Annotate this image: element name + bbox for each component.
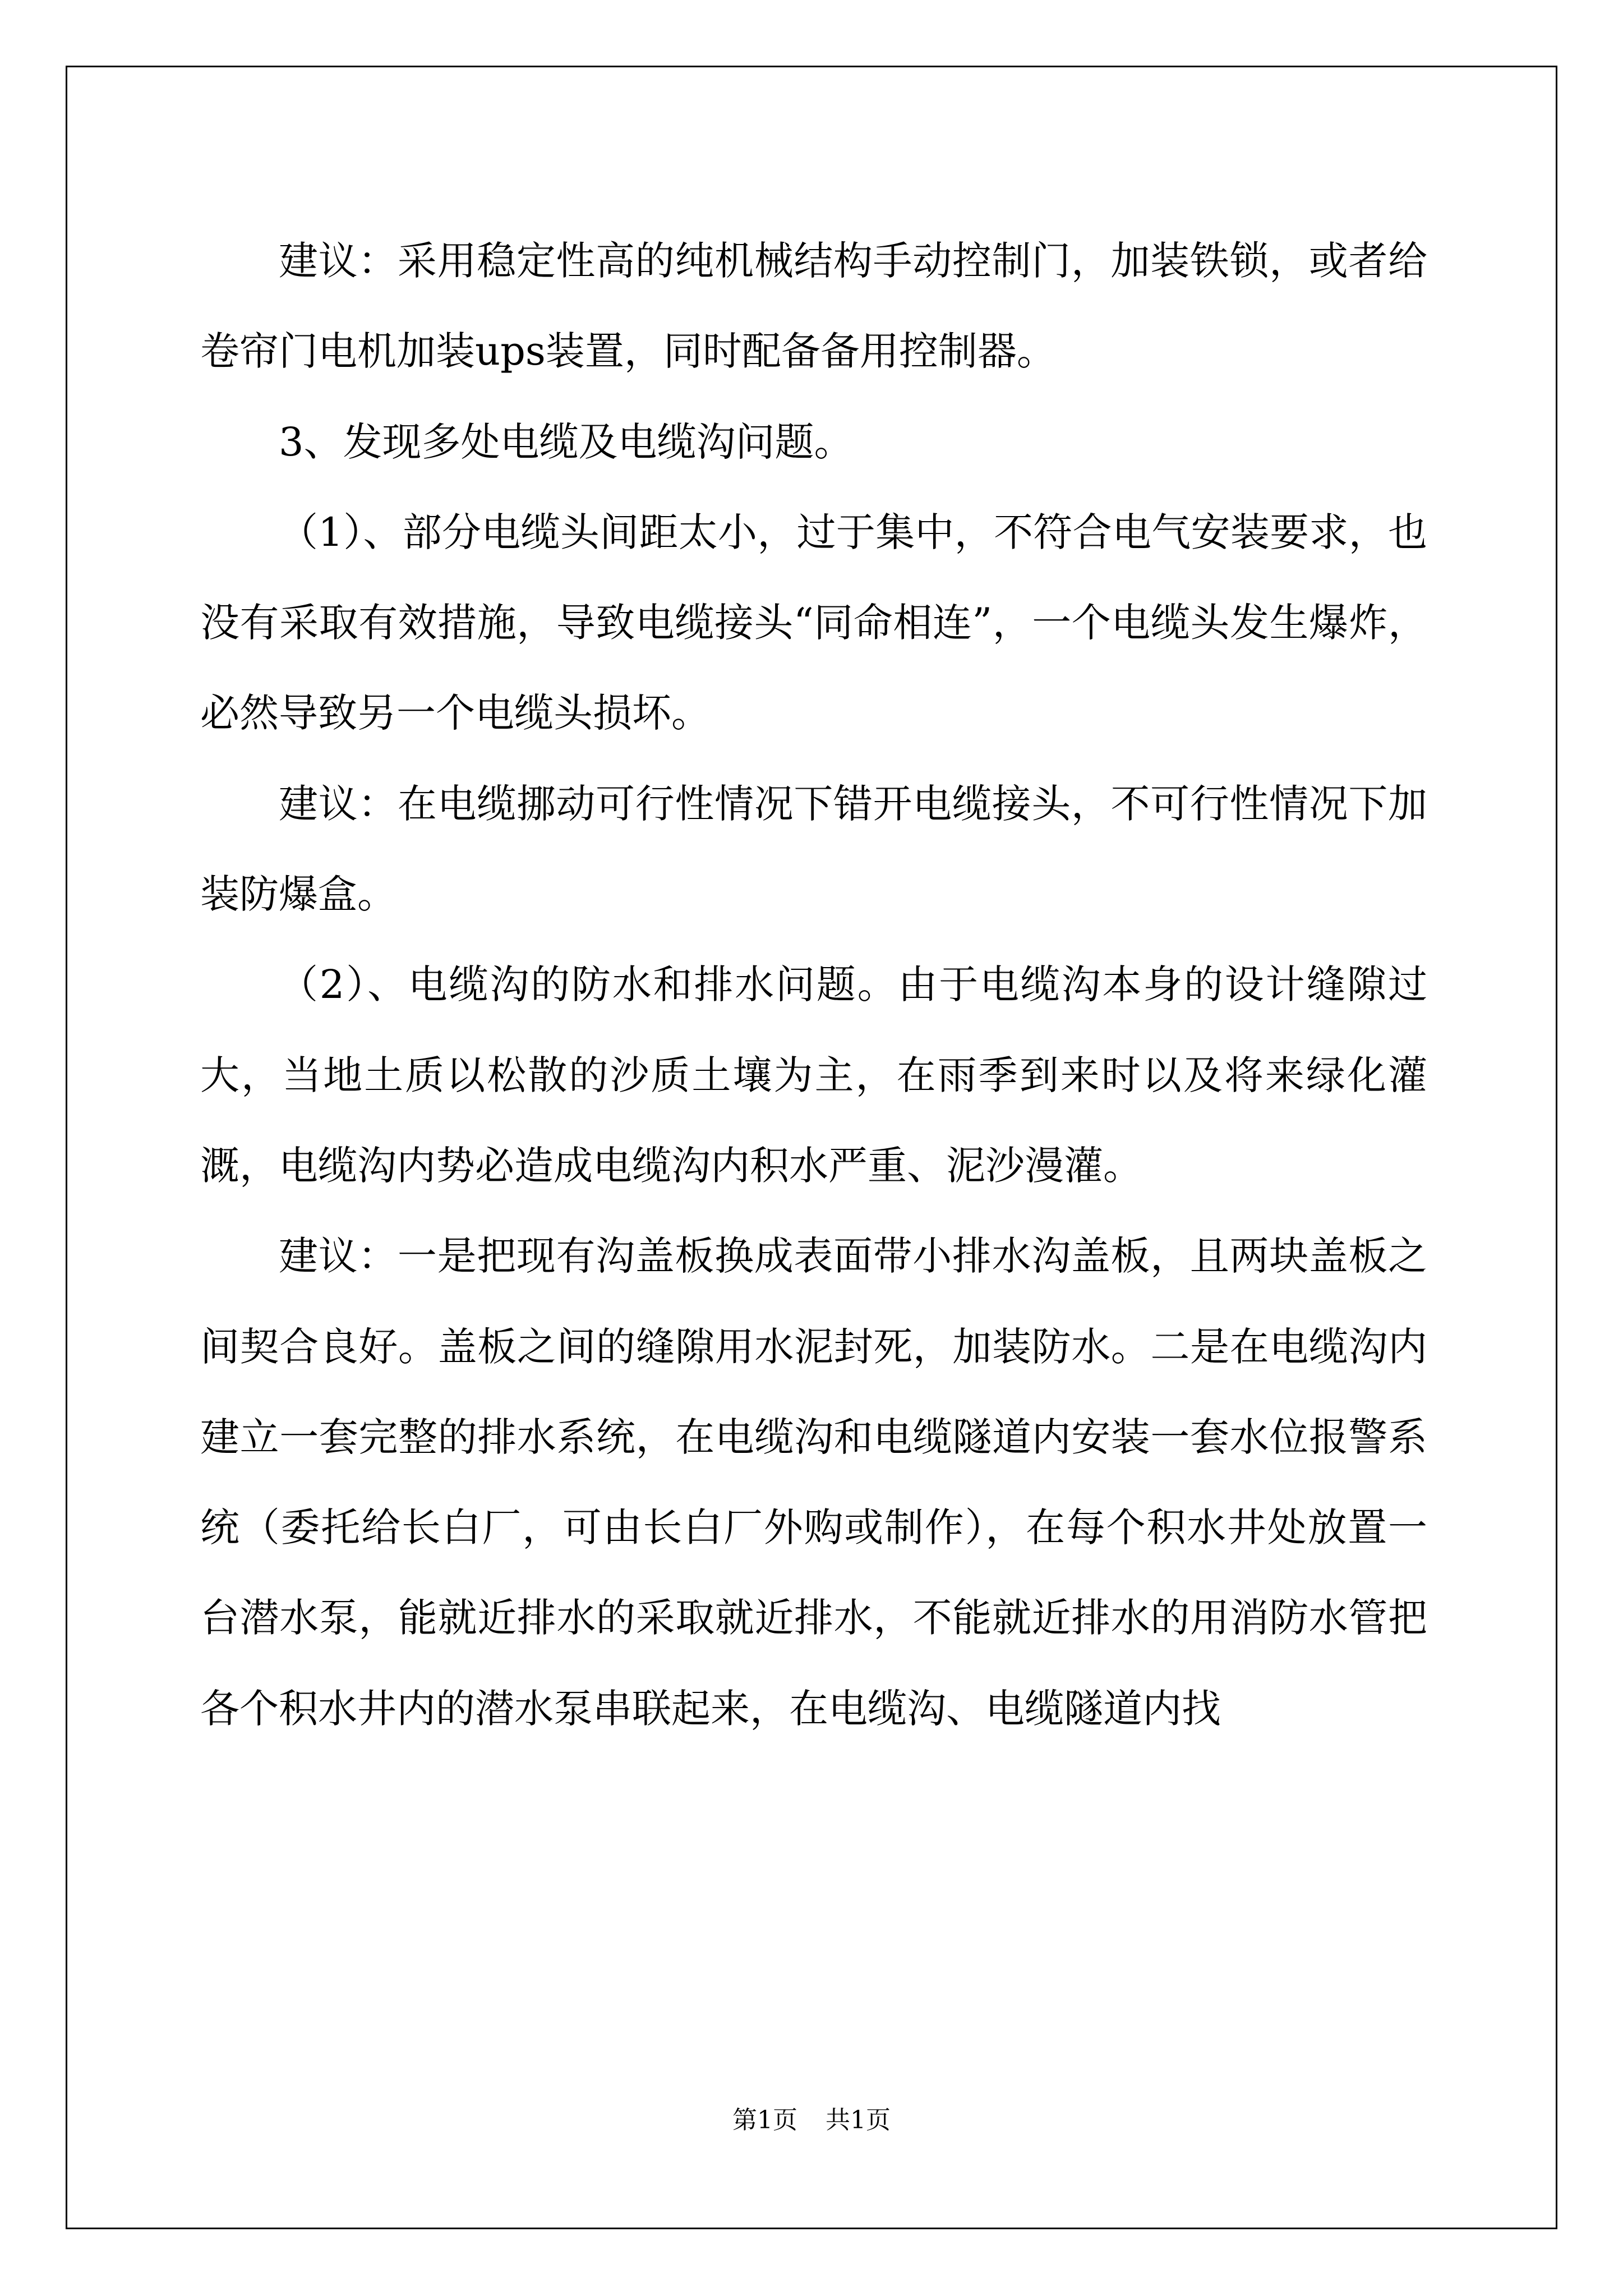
document-body — [200, 216, 1427, 1754]
paragraph-5: （2）、电缆沟的防水和排水问题。由于电缆沟本身的设计缝隙过大，当地土质以松散的沙质土壤为主，在雨季到来时以及将来绿化灌溉，电缆沟内势必造成电缆沟内积水严重、泥沙漫灌。 — [200, 961, 1427, 1189]
paragraph-4: 建议：在电缆挪动可行性情况下错开电缆接头，不可行性情况下加装防爆盒。 — [200, 780, 1427, 918]
paragraph-3: （1）、部分电缆头间距太小，过于集中，不符合电气安装要求，也没有采取有效措施，导致电缆接头“同命相连”，一个电缆头发生爆炸，必然导致另一个电缆头损坏。 — [200, 509, 1427, 737]
page-number: 第1页 — [732, 2106, 797, 2134]
page-footer — [0, 2106, 1623, 2134]
paragraph-2: 3、发现多处电缆及电缆沟问题。 — [279, 418, 854, 465]
paragraph-6: 建议：一是把现有沟盖板换成表面带小排水沟盖板，且两块盖板之间契合良好。盖板之间的缝隙用水泥封死，加装防水。二是在电缆沟内建立一套完整的排水系统，在电缆沟和电缆隧道内安装一套水位报警系统（委托给长白厂，可由长白厂外购或制作），在每个积水井处放置一台潜水泵，能就近排水的采取就近排水，不能就近排水的用消防水管把各个积水井内的潜水泵串联起来，在电缆沟、电缆隧道内找 — [200, 1233, 1427, 1732]
page-total: 共1页 — [826, 2106, 891, 2134]
paragraph-1: 建议：采用稳定性高的纯机械结构手动控制门，加装铁锁，或者给卷帘门电机加装ups装置，同时配备备用控制器。 — [200, 238, 1427, 375]
